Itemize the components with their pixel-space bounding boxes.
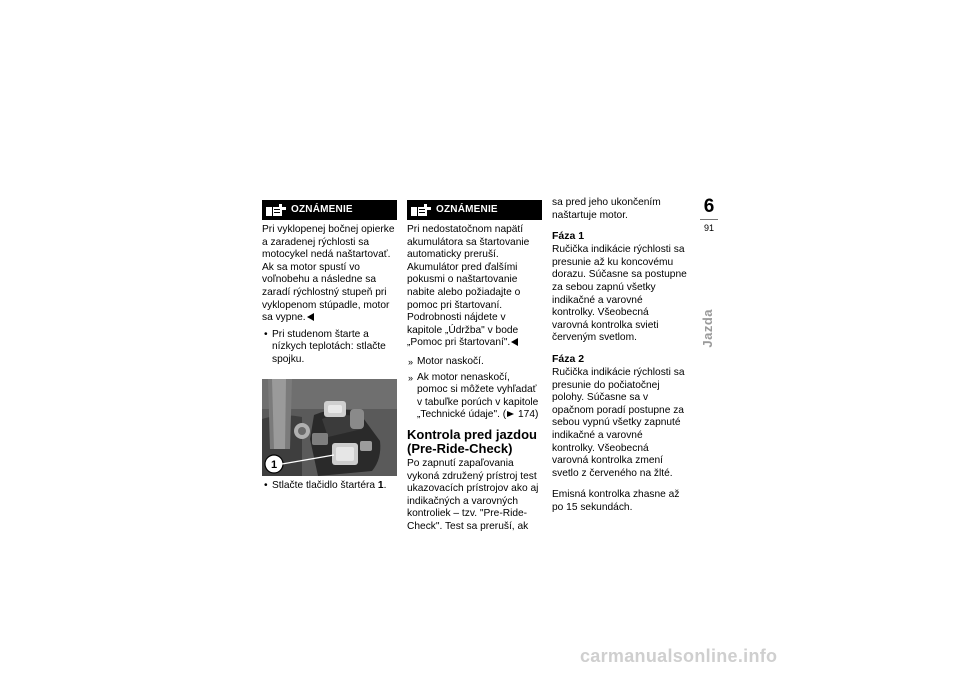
handlebar-switch-photo (262, 379, 397, 476)
end-mark-icon (511, 338, 518, 346)
notice-text: Pri vyklopenej bočnej opierke a zaradenej rýchlosti sa motocykel nedá naštartovať. Ak sa motor spustí vo voľnobehu a následne sa zaradí rýchlostný stupeň pri vyklopenom stúpadle, motor sa vypne. (262, 224, 395, 324)
list-item: • Stlačte tlačidlo štartéra 1. (264, 479, 387, 491)
notice-header (262, 200, 397, 220)
result-text: Ak motor nenaskočí, pomoc si môžete vyhľadať v tabuľke porúch v kapitole „Technické údaje". (417, 371, 539, 421)
body-text: Po zapnutí zapaľovania vykoná združený prístroj test ukazovacích prístrojov ako aj indikačných a varovných kontroliek – tzv. "Pre-Ride-Check". Test sa preruší, ak (407, 457, 539, 532)
column-2 (407, 200, 542, 533)
page-reference: 174 (517, 409, 535, 421)
list-item: » Ak motor nenaskočí, pomoc si môžete vyhľadať v tabuľke porúch v kapitole „Technické údaje". ( 174) (408, 371, 539, 421)
chapter-name: Jazda (700, 309, 715, 348)
result-text: Motor naskočí. (417, 355, 484, 367)
notice-header (407, 200, 542, 220)
photo-callout-label: 1 (270, 458, 278, 471)
notice-text: Pri nedostatočnom napätí akumulátora sa štartovanie automaticky preruší. Akumulátor pred ďalšími pokusmi o naštartovanie nabite alebo požiadajte o pomoc pri štartovaní. (407, 224, 530, 311)
notice-hand-icon (265, 202, 287, 218)
list-item (407, 356, 542, 369)
notice-hand-icon (410, 202, 432, 218)
body-text: sa pred jeho ukončením naštartuje motor. (552, 197, 661, 221)
tab-divider (700, 219, 718, 220)
notice-title: OZNÁMENIE (436, 203, 498, 215)
reference-number: 1 (377, 479, 384, 491)
bullet-dot-icon: • (264, 479, 268, 491)
chapter-tab (700, 196, 718, 348)
list-item (262, 329, 397, 367)
end-mark-icon (307, 313, 314, 321)
result-arrow-icon: » (408, 356, 414, 367)
phase-2-title: Fáza 2 (552, 352, 585, 365)
page-number: 91 (703, 223, 714, 233)
phase-1-title: Fáza 1 (552, 230, 585, 243)
chapter-number: 6 (703, 196, 715, 217)
notice-title: OZNÁMENIE (291, 203, 353, 215)
closing-text: Emisná kontrolka zhasne až po 15 sekundách. (552, 489, 680, 513)
phase-1-text: Ručička indikácie rýchlosti sa presunie až ku koncovému dorazu. Súčasne sa postupne za sebou zapnú všetky indikačné a varovné kontrolky. Všeobecná varovná kontrolka svieti červeným svetlom. (552, 244, 687, 344)
instruction-text: Pri studenom štarte a nízkych teplotách: stlačte spojku. (272, 328, 386, 365)
page-reference-arrow-icon (507, 411, 514, 417)
notice-text-reference: Podrobnosti nájdete v kapitole „Údržba" v bode „Pomoc pri štartovaní". (407, 312, 519, 349)
section-heading: Kontrola pred jazdou (Pre-Ride-Check) (407, 426, 537, 456)
instruction-text: Stlačte tlačidlo štartéra (272, 479, 376, 491)
watermark: carmanualsonline.info (580, 646, 778, 666)
result-arrow-icon: » (408, 372, 414, 383)
column-1 (262, 200, 397, 492)
column-3 (552, 197, 687, 514)
phase-2-text: Ručička indikácie rýchlosti sa presunie do počiatočnej polohy. Súčasne sa v opačnom poradí postupne za sebou vypnú všetky zapnuté indikačné a varovné kontrolky. Všeobecná varovná kontrolka zmení svetlo z červeného na žlté. (552, 366, 685, 479)
bullet-dot-icon: • (264, 328, 268, 340)
